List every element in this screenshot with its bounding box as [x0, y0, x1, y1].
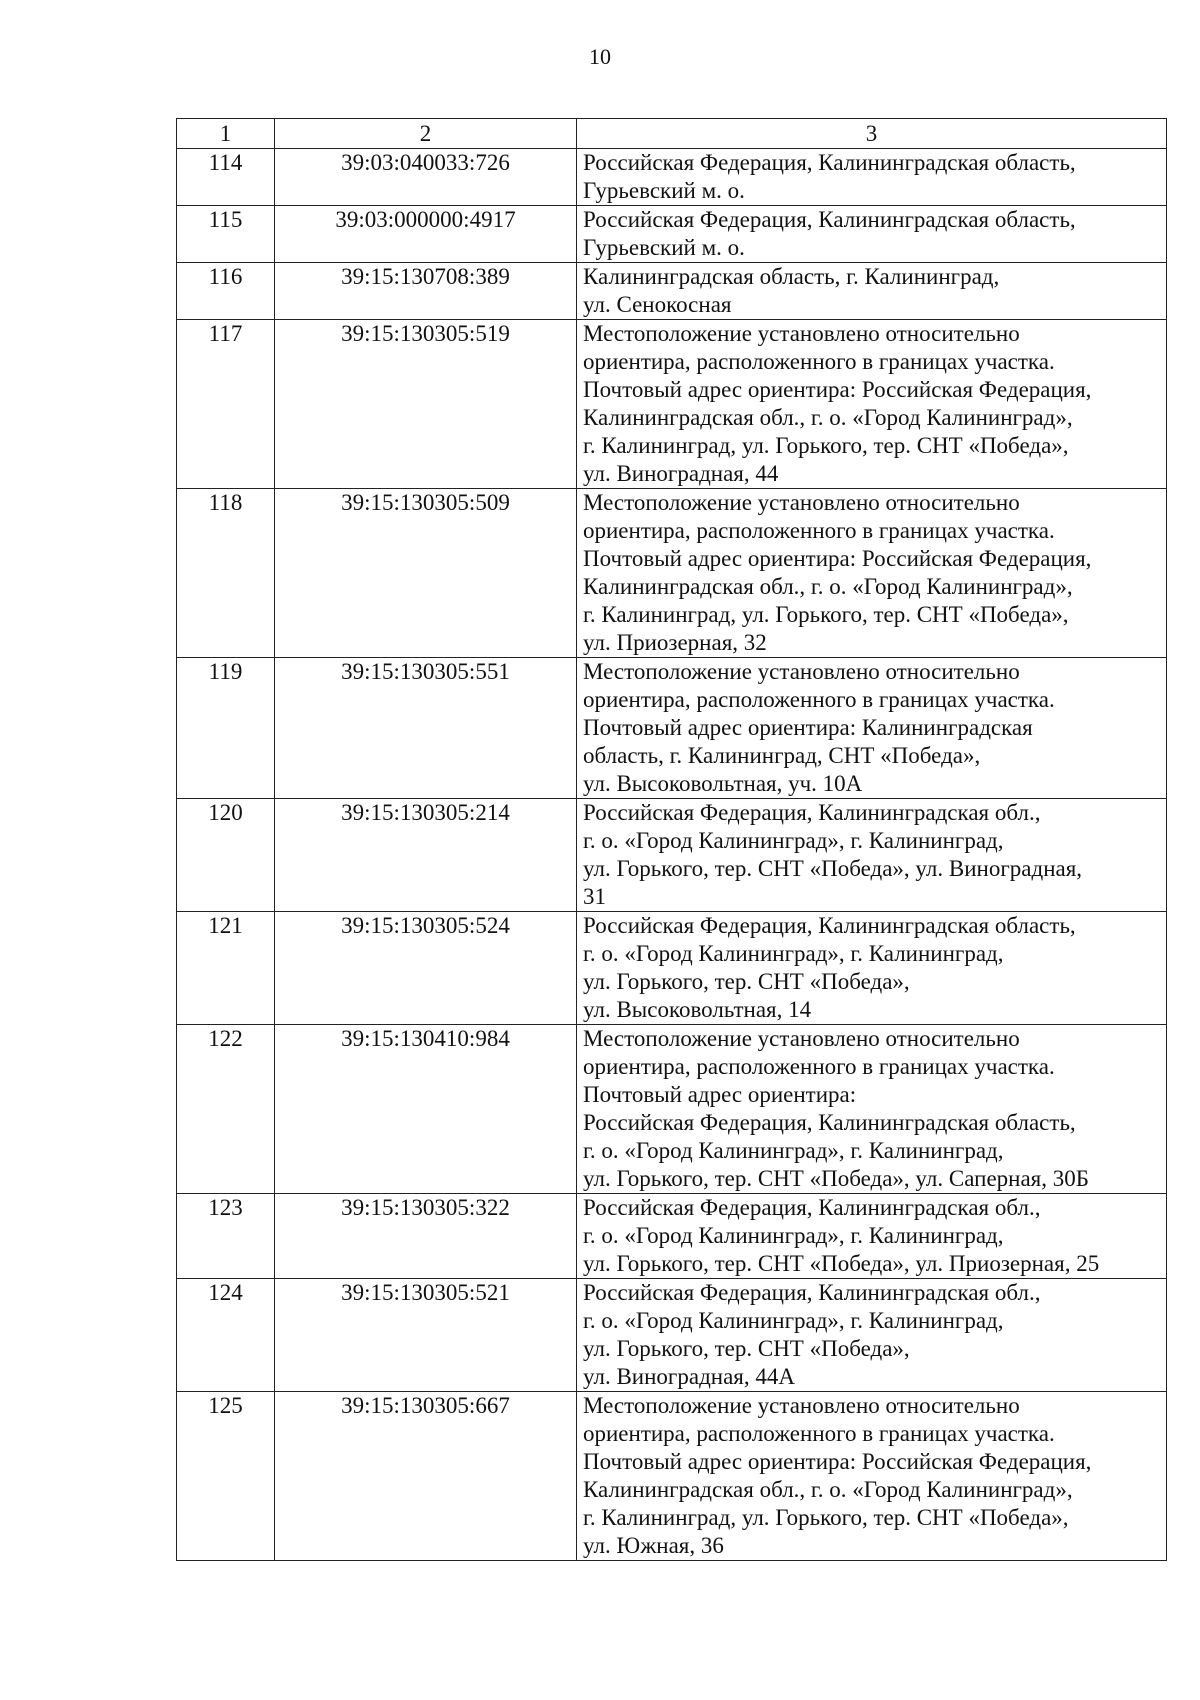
row-number-cell: 120 — [177, 799, 275, 912]
cadastral-number-cell: 39:15:130305:667 — [275, 1392, 577, 1561]
table-row — [177, 912, 1167, 1025]
cadastral-number-cell: 39:15:130305:551 — [275, 658, 577, 799]
address-cell: Российская Федерация, Калининградская обл., г. о. «Город Калининград», г. Калининград, ул. Горького, тер. СНТ «Победа», ул. Виноградная, 44А — [577, 1279, 1167, 1392]
table-row — [177, 1279, 1167, 1392]
row-number-cell: 115 — [177, 206, 275, 263]
table-row — [177, 489, 1167, 658]
table-header-row — [177, 119, 1167, 149]
cadastral-number-cell: 39:15:130305:322 — [275, 1194, 577, 1279]
table-row — [177, 1194, 1167, 1279]
table-row — [177, 320, 1167, 489]
row-number-cell: 118 — [177, 489, 275, 658]
column-header-cadastral: 2 — [275, 119, 577, 149]
column-header-number: 1 — [177, 119, 275, 149]
address-cell: Местоположение установлено относительно ориентира, расположенного в границах участка. Почтовый адрес ориентира: Калининградская область, г. Калининград, СНТ «Победа», ул. Высоковольтная, уч. 10А — [577, 658, 1167, 799]
row-number-cell: 125 — [177, 1392, 275, 1561]
cadastral-number-cell: 39:15:130305:214 — [275, 799, 577, 912]
cadastral-number-cell: 39:15:130305:524 — [275, 912, 577, 1025]
row-number-cell: 122 — [177, 1025, 275, 1194]
cadastral-number-cell: 39:03:040033:726 — [275, 149, 577, 206]
row-number-cell: 116 — [177, 263, 275, 320]
cadastral-number-cell: 39:15:130305:521 — [275, 1279, 577, 1392]
table-row — [177, 263, 1167, 320]
row-number-cell: 117 — [177, 320, 275, 489]
table-row — [177, 1025, 1167, 1194]
address-cell: Местоположение установлено относительно ориентира, расположенного в границах участка. Почтовый адрес ориентира: Российская Федерация, Калининградская обл., г. о. «Город Калининград», г. Калининград, ул. Горького, тер. СНТ «Победа», ул. Южная, 36 — [577, 1392, 1167, 1561]
row-number-cell: 119 — [177, 658, 275, 799]
cadastral-number-cell: 39:15:130305:509 — [275, 489, 577, 658]
address-cell: Местоположение установлено относительно ориентира, расположенного в границах участка. Почтовый адрес ориентира: Российская Федерация, Калининградская обл., г. о. «Город Калининград», г. Калининград, ул. Горького, тер. СНТ «Победа», ул. Виноградная, 44 — [577, 320, 1167, 489]
address-cell: Местоположение установлено относительно ориентира, расположенного в границах участка. Почтовый адрес ориентира: Российская Федерация, Калининградская обл., г. о. «Город Калининград», г. Калининград, ул. Горького, тер. СНТ «Победа», ул. Приозерная, 32 — [577, 489, 1167, 658]
address-cell: Российская Федерация, Калининградская область, Гурьевский м. о. — [577, 149, 1167, 206]
row-number-cell: 114 — [177, 149, 275, 206]
row-number-cell: 121 — [177, 912, 275, 1025]
cadastral-number-cell: 39:03:000000:4917 — [275, 206, 577, 263]
land-plot-table — [176, 118, 1167, 1561]
address-cell: Местоположение установлено относительно ориентира, расположенного в границах участка. Почтовый адрес ориентира: Российская Федерация, Калининградская область, г. о. «Город Калининград», г. Калининград, ул. Горького, тер. СНТ «Победа», ул. Саперная, 30Б — [577, 1025, 1167, 1194]
cadastral-number-cell: 39:15:130708:389 — [275, 263, 577, 320]
table-row — [177, 799, 1167, 912]
address-cell: Российская Федерация, Калининградская обл., г. о. «Город Калининград», г. Калининград, ул. Горького, тер. СНТ «Победа», ул. Приозерная, 25 — [577, 1194, 1167, 1279]
cadastral-number-cell: 39:15:130305:519 — [275, 320, 577, 489]
column-header-address: 3 — [577, 119, 1167, 149]
page-number: 10 — [589, 44, 611, 69]
row-number-cell: 124 — [177, 1279, 275, 1392]
table-row — [177, 149, 1167, 206]
row-number-cell: 123 — [177, 1194, 275, 1279]
address-cell: Калининградская область, г. Калининград, ул. Сенокосная — [577, 263, 1167, 320]
address-cell: Российская Федерация, Калининградская область, Гурьевский м. о. — [577, 206, 1167, 263]
table-row — [177, 1392, 1167, 1561]
table-row — [177, 206, 1167, 263]
address-cell: Российская Федерация, Калининградская область, г. о. «Город Калининград», г. Калининград, ул. Горького, тер. СНТ «Победа», ул. Высоковольтная, 14 — [577, 912, 1167, 1025]
address-cell: Российская Федерация, Калининградская обл., г. о. «Город Калининград», г. Калининград, ул. Горького, тер. СНТ «Победа», ул. Виноградная, 31 — [577, 799, 1167, 912]
cadastral-number-cell: 39:15:130410:984 — [275, 1025, 577, 1194]
table-row — [177, 658, 1167, 799]
